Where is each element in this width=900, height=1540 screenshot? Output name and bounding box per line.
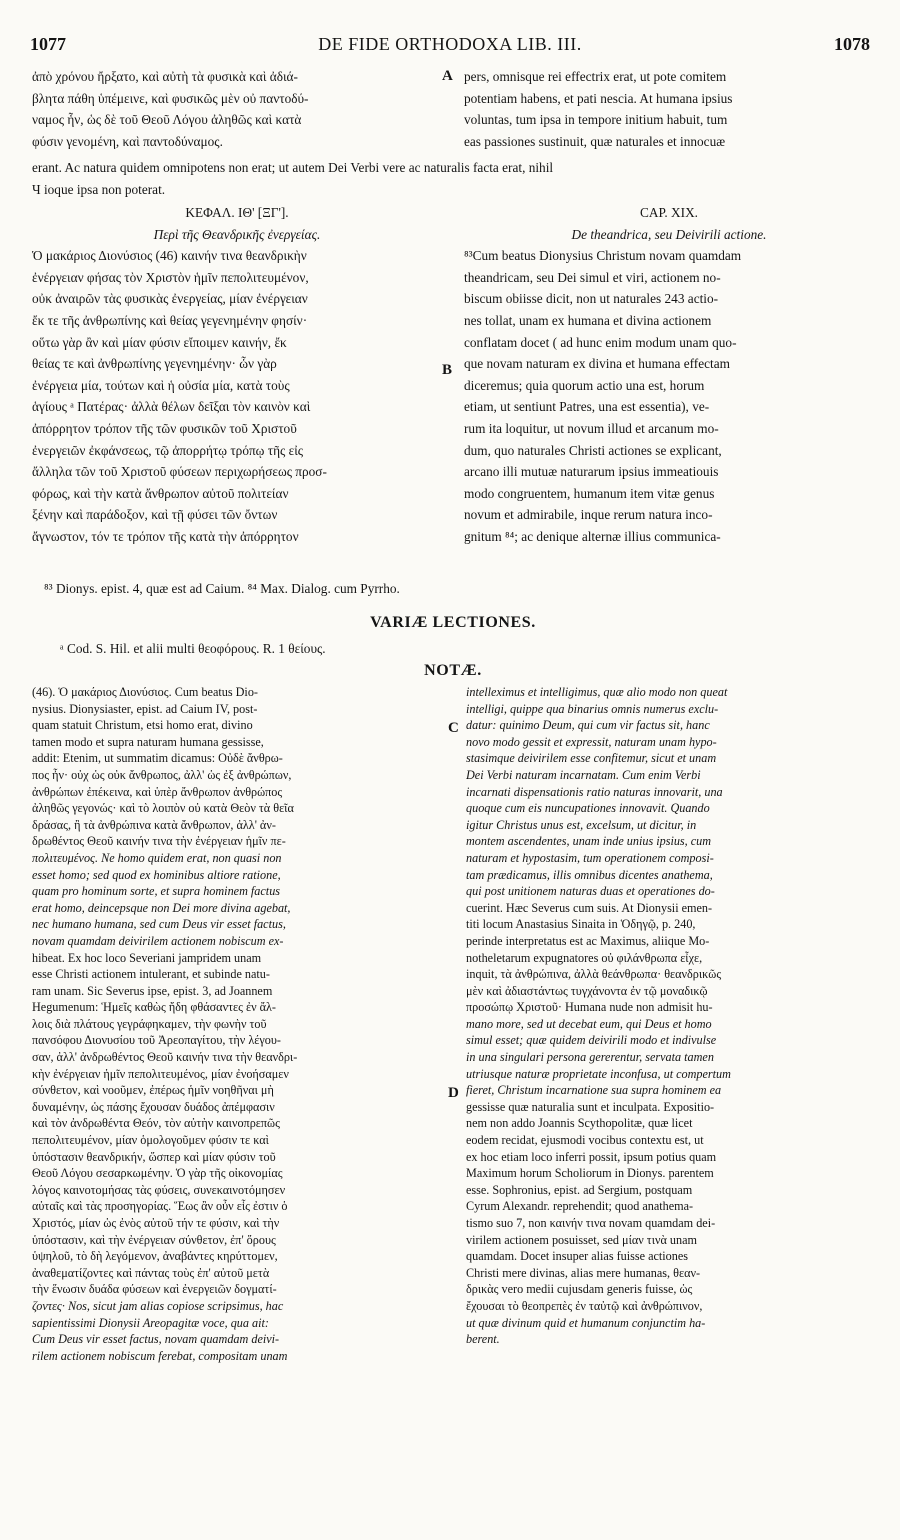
greek-text-top: ἀπὸ χρόνου ἤρξατο, καὶ αὐτὴ τὰ φυσικὰ καὶ ἀδιά- βλητα πάθη ὑπέμεινε, καὶ φυσικῶς μὲν οὐ παντοδύ- ναμος ἦν, ὡς δὲ τοῦ Θεοῦ Λόγου ἀληθῶς καὶ κατὰ φύσιν γενομένη, καὶ παντοδύναμος. (32, 69, 309, 149)
page-number-left: 1077 (30, 34, 66, 54)
notes-heading: NOTÆ. (424, 662, 482, 679)
variae-heading: VARIÆ LECTIONES. (370, 614, 536, 631)
latin-text-top: pers, omnisque rei effectrix erat, ut pote comitem potentiam habens, et pati nescia. At humana ipsius voluntas, tum ipsa in tempore initium habuit, tum eas passiones sustinuit, quæ naturales et innocuæ (464, 69, 733, 149)
chapter-title-latin: De theandrica, seu Deivirili actione. (571, 226, 767, 242)
chapter-number-greek: ΚΕΦΑΛ. ΙΘ' [ΞΓ']. (185, 205, 289, 220)
chapter-body-latin: ⁸³Cum beatus Dionysius Christum novam quamdam theandricam, seu Dei simul et viri, actionem no- biscum obiisse dicit, non ut naturales 243 actio- nes tollat, unam ex humana et divina actionem conflatam docet ( ad hunc enim modum unam quo- que novam naturam ex divina et humana effectam diceremus; quia quorum actio una est, horum etiam, ut sentiunt Patres, una est essentia), ve- rum ita loquitur, ut novum illud et arcanum mo- dum, quo naturales Christi actiones se explicant, arcano illi mutuæ naturarum ipsius immeatiouis modo congruentem, humanum item vitæ genus novum et admirabile, inque rerum natura inco- gnitum ⁸⁴; ac denique alternæ illius communica- (464, 248, 742, 544)
full-width-text: erant. Ac natura quidem omnipotens non erat; ut autem Dei Verbi vere ac naturalis facta erat, nihil Ч ioque ipsa non poterat. (32, 160, 554, 197)
notes-right-column: intelleximus et intelligimus, quæ alio modo non queat intelligi, quippe qua binarius omnis numerus exclu- datur: quinimo Deum, qui cum vir factus sit, hanc novo modo gessit et expressit, naturam unam hypo- stasimque deivirilem esse confitemur, sicut et unam Dei Verbi naturam incarnatam. Cum enim Verbi incarnati dispensationis ratio naturas innovarit, una quoque cum eis nuncupationes innovavit. Quando igitur Christus unus est, excelsum, ut dicitur, in montem ascendentes, unam inde unius ipsius, cum naturam et hypostasim, tum operationem composi- tam prædicamus, illis omnibus dicentes anathema, qui post unitionem naturas duas et operationes do- cuerint. Hæc Severus cum suis. At Dionysii emen- titi locum Anastasius Sinaita in Ὁδηγῷ, p. 240, perinde interpretatus est ac Maximus, aliique Mo- notheletarum expugnatores οὐ φιλάνθρωπα εἶχε, inquit, τὰ ἀνθρώπινα, ἀλλὰ θεάνθρωπα· θεανδρικῶς μὲν καὶ ἀδιαστάντως τυγχάνοντα ἐν τῷ μοναδικῷ προσώπῳ Χριστοῦ· Humana nude non admisit hu- mano more, sed ut decebat eum, qui Deus et homo simul esset; quæ quidem deivirili modo et indivulse in una singulari persona gererentur, servata tamen utriusque naturæ proprietate inconfusa, ut compertum fieret, Christum incarnatione sua supra hominem ea gessisse quæ naturalia sunt et inculpata. Expositio- nem non addo Joannis Scythopolitæ, quæ licet eodem recidat, ejusmodi vocibus contextu est, ut ex hoc etiam loco inferri possit, ipsum potius quam Maximum horum Scholiorum in Dionys. parentem esse. Sophronius, epist. ad Sergium, postquam Cyrum Alexandr. reprehendit; quod anathema- tismo suo 7, non καινήν τινα novam quamdam dei- virilem actionem posuisset, sed μίαν τινὰ unam quamdam. Docet insuper alias fuisse actiones Christi mere divinas, alias mere humanas, θεαν- δρικὰς vero medii cujusdam generis fuisse, ὡς ἔχουσαι τὸ θεοπρεπὲς ἐν ταὐτῷ καὶ ἀνθρώπινον, ut quæ divinum quid et humanum conjunctim ha- berent. (466, 685, 731, 1347)
chapter-body-greek: Ὁ μακάριος Διονύσιος (46) καινήν τινα θεανδρικὴν ἐνέργειαν φήσας τὸν Χριστὸν ἡμῖν πεπολιτευμένον, οὐκ ἀναιρῶν τὰς φυσικὰς ἐνεργείας, μίαν ἐνέργειαν ἔκ τε τῆς ἀνθρωπίνης καὶ θείας γεγενημένην φησίν· οὕτω γὰρ ἂν καὶ μίαν φύσιν εἴποιμεν καινήν, ἔκ θείας τε καὶ ἀνθρωπίνης γεγενημένην· ὧν γὰρ ἐνέργεια μία, τούτων καὶ ἡ οὐσία μία, κατὰ τοὺς ἁγίους ᵃ Πατέρας· ἀλλὰ θέλων δεῖξαι τὸν καινὸν καὶ ἀπόρρητον τρόπον τῆς τῶν φυσικῶν τοῦ Χριστοῦ ἐνεργειῶν ἐκφάνσεως, τῷ ἀπορρήτῳ τρόπῳ τῆς εἰς ἄλληλα τῶν τοῦ Χριστοῦ φύσεων περιχωρήσεως προσ- φόρως, καὶ τὴν κατὰ ἄνθρωπον αὐτοῦ πολιτείαν ξένην καὶ παράδοξον, καὶ τῇ φύσει τῶν ὄντων ἄγνωστον, τόν τε τρόπον τῆς κατὰ τὴν ἀπόρρητον (32, 248, 327, 544)
footnotes: ⁸³ Dionys. epist. 4, quæ est ad Caium. ⁸⁴ Max. Dialog. cum Pyrrho. (44, 581, 400, 596)
variae-line: ᵃ Cod. S. Hil. et alii multi θεοφόρους. R. 1 θείους. (60, 641, 326, 656)
notes-left-column: (46). Ὁ μακάριος Διονύσιος. Cum beatus Dio- nysius. Dionysiaster, epist. ad Caium IV, post- quam statuit Christum, etsi homo erat, divino tamen modo et supra naturam humana gessisse, addit: Etenim, ut summatim dicamus: Οὐδὲ ἄνθρω- πος ἦν· οὐχ ὡς οὐκ ἄνθρωπος, ἀλλ' ὡς ἐξ ἀνθρώπων, ἀνθρώπων ἐπέκεινα, καὶ ὑπὲρ ἄνθρωπον ἀνθρώπος ἀληθῶς γεγονώς· καὶ τὸ λοιπὸν οὐ κατὰ Θεὸν τὰ θεῖα δράσας, ἢ τὰ ἀνθρώπινα κατὰ ἄνθρωπον, ἀλλ' ἀν- δρωθέντος Θεοῦ καινήν τινα τὴν ἐνέργειαν ἡμῖν πε- πολιτευμένος. Ne homo quidem erat, non quasi non esset homo; sed quod ex hominibus altiore ratione, quam pro hominum sorte, et supra hominem factus erat homo, deincepsque non Dei more divina agebat, nec humano humana, sed cum Deus vir esset factus, novam quamdam deivirilem actionem nobiscum ex- hibeat. Ex hoc loco Severiani jampridem unam esse Christi actionem intulerant, et subinde natu- ram unam. Sic Severus ipse, epist. 3, ad Joannem Hegumenum: Ἡμεῖς καθὼς ἤδη φθάσαντες ἐν ἄλ- λοις διὰ πλάτους γεγράφηκαμεν, τὴν φωνὴν τοῦ πανσόφου Διονυσίου τοῦ Ἀρεοπαγίτου, τὴν λέγου- σαν, ἀλλ' ἀνδρωθέντος Θεοῦ καινήν τινα τὴν θεανδρι- κὴν ἐνέργειαν ἡμῖν πεπολιτευμένος, μίαν ἐνοήσαμεν σύνθετον, καὶ νοοῦμεν, ἐπέρως ἡμῖν νοηθῆναι μὴ δυναμένην, ὡς πάσης ἔχουσαν δυάδος ἀπέμφασιν καὶ τὸν ἀνδρωθέντα Θεόν, τὸν αὐτὴν καινοπρεπῶς πεπολιτευμένον, μίαν ὁμολογοῦμεν φύσιν τε καὶ ὑπόστασιν θεανδρικήν, ὥσπερ καὶ μίαν φύσιν τοῦ Θεοῦ Λόγου σεσαρκωμένην. Ὁ γὰρ τῆς οἰκονομίας λόγος καινοτομήσας τὰς φύσεις, συνεκαινοτόμησεν αὐταῖς καὶ τὰς προσηγορίας. Ἕως ἂν οὖν εἷς ἐστιν ὁ Χριστός, μίαν ὡς ἐνὸς αὐτοῦ τήν τε φύσιν, καὶ τὴν ὑπόστασιν, καὶ τὴν ἐνέργειαν σύνθετον, ἐπ' ὅρους ὑψηλοῦ, τὸ δὴ λεγόμενον, ἀναβάντες κηρύττομεν, ἀναθεματίζοντες καὶ πάντας τοὺς ἐπ' αὐτοῦ μετὰ τὴν ἕνωσιν δυάδα φύσεων καὶ ἐνεργειῶν δογματί- ζοντες· Nos, sicut jam alias copiose scripsimus, hac sapientissimi Dionysii Areopagitæ voce, qua ait: Cum Deus vir esset factus, novam quamdam deivi- rilem actionem nobiscum ferebat, compositam unam (32, 685, 298, 1363)
margin-letter-a: A (442, 68, 453, 84)
margin-letter-b: B (442, 362, 453, 378)
margin-letter-c: C (448, 720, 459, 736)
chapter-title-greek: Περὶ τῆς Θεανδρικῆς ἐνεργείας. (153, 226, 321, 242)
chapter-number-latin: CAP. XIX. (640, 205, 698, 220)
chapter-greek (32, 202, 442, 548)
chapter-latin (464, 202, 874, 548)
running-title: DE FIDE ORTHODOXA LIB. III. (318, 34, 582, 54)
margin-letter-d: D (448, 1085, 459, 1101)
page-number-right: 1078 (834, 34, 870, 54)
page-header (30, 34, 870, 64)
